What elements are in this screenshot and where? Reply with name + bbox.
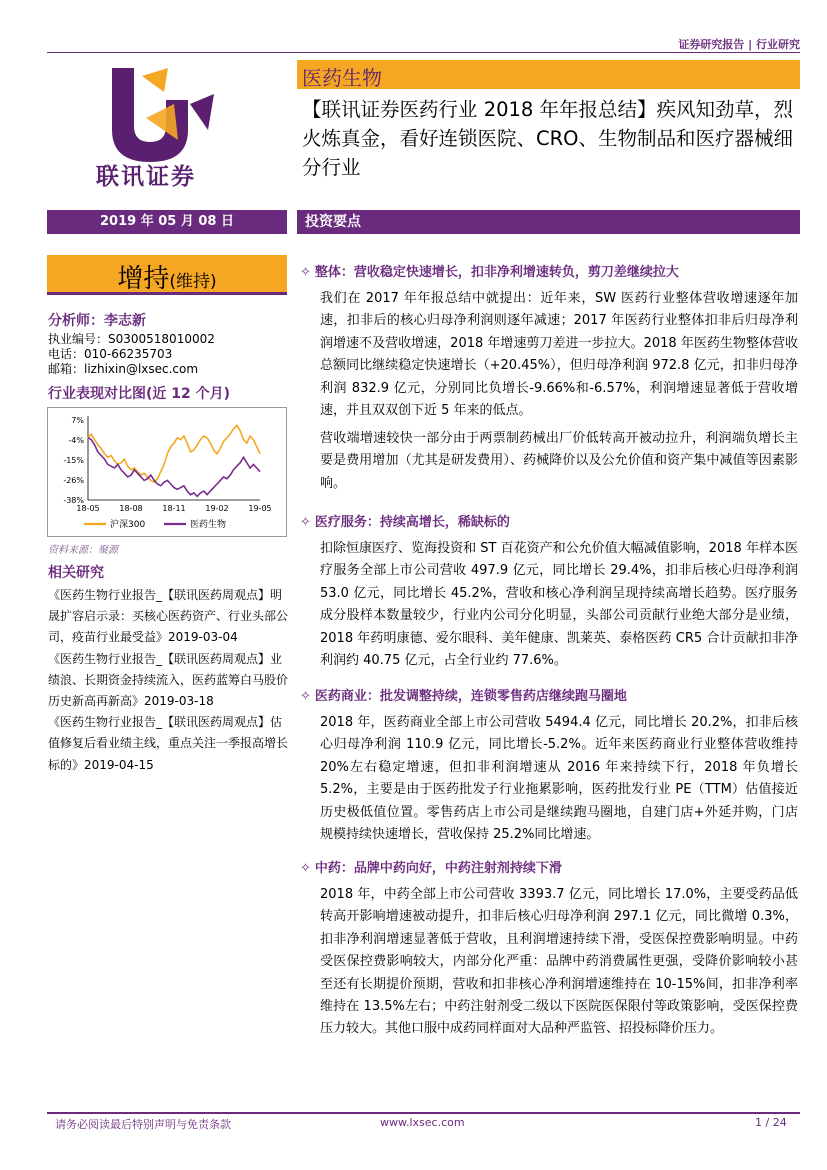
legend-label: 沪深300 (110, 520, 146, 530)
paragraph: 扣除恒康医疗、览海投资和 ST 百花资产和公允价值大幅减值影响，2018 年样本医疗服务全部上市公司营收 497.9 亿元，同比增长 29.4%，扣非后核心归母净利润 53.0 亿元，同比增长 45.2%，营收和核心净利润呈现持续高增长趋势。医疗服务成分股样本数量较少，行业内公司分化明显，头部公司贡献行业绝大部分是业绩，2018 年药明康德、爱尔眼科、美年健康、凯莱英、泰格医药 CR5 合计贡献扣非净利润约 40.75 亿元，占全行业约 77.6%。 (320, 541, 798, 669)
analyst-phone: 电话：010-66235703 (48, 347, 173, 361)
analyst-cert: 执业编号：S0300518010002 (48, 332, 215, 346)
report-date: 2019 年 05 月 08 日 (47, 210, 287, 234)
series-line-0 (88, 425, 260, 482)
rating-sub: (维持) (169, 272, 217, 292)
y-tick-label: -26% (63, 476, 84, 485)
paragraph: 营收端增速较快一部分由于两票制药械出厂价低转高开被动拉升，利润端负增长主要是费用增加（尤其是研发费用）、药械降价以及公允价值和资产集中减值等因素影响。 (320, 431, 798, 491)
x-tick-label: 18-05 (76, 504, 100, 513)
y-tick-label: -4% (68, 436, 84, 445)
svg-text:联讯证券: 联讯证券 (96, 164, 196, 190)
y-tick-label: -15% (63, 456, 84, 465)
analyst-email: 邮箱：lizhixin@lxsec.com (48, 362, 199, 376)
research-item[interactable]: 《医药生物行业报告_【联讯医药周观点】明晟扩容启示录：买核心医药资产、行业头部公司，疫苗行业最受益》2019-03-04 (48, 588, 289, 645)
paragraph: 我们在 2017 年年报总结中就提出：近年来，SW 医药行业整体营收增速逐年加速，扣非后的核心归母净利润则逐年减速；2017 年医药行业整体扣非后归母净利润增速不及营收增速，2018 年增速剪刀差进一步拉大。2018 年医药生物整体营收总额同比继续稳定快速增长（+20.45%），但归母净利润 972.8 亿元，扣非归母净利润 832.9 亿元，分别同比负增长-9.66%和-6.57%，利润增速显著低于营收增速，并且双双创下近 5 年来的低点。 (320, 291, 798, 419)
x-tick-label: 18-08 (119, 504, 143, 513)
rating-main: 增持 (117, 264, 170, 294)
x-tick-label: 18-11 (162, 504, 186, 513)
diamond-icon: ✧ (300, 265, 311, 280)
analyst-name: 分析师：李志新 (48, 313, 146, 329)
diamond-icon: ✧ (300, 861, 311, 876)
section-heading (300, 857, 562, 876)
legend-label: 医药生物 (190, 520, 227, 530)
company-logo (50, 60, 290, 190)
series-line-1 (88, 438, 260, 497)
research-item[interactable]: 《医药生物行业报告_【联讯医药周观点】业绩浪、长期资金持续流入，医药蓝筹白马股价历史新高再新高》2019-03-18 (48, 651, 289, 709)
section-heading (300, 511, 510, 530)
report-title: 【联讯证券医药行业 2018 年年报总结】疾风知劲草，烈火炼真金，看好连锁医院、CRO、生物制品和医疗器械细分行业 (302, 98, 794, 179)
chart-source: 资料来源：聚源 (48, 545, 118, 556)
section-heading-text: 医药商业：批发调整持续，连锁零售药店继续跑马圈地 (314, 689, 627, 704)
disclaimer-link[interactable]: 请务必阅读最后特别声明与免责条款 (55, 1118, 231, 1131)
report-type-label: 证券研究报告 | 行业研究 (678, 38, 800, 51)
section-title: 投资要点 (297, 210, 800, 234)
footer-divider (47, 1112, 800, 1114)
website-link[interactable]: www.lxsec.com (380, 1116, 465, 1129)
diamond-icon: ✧ (300, 515, 311, 530)
x-tick-label: 19-02 (205, 504, 229, 513)
y-tick-label: -38% (63, 496, 84, 505)
x-tick-label: 19-05 (248, 504, 272, 513)
section-heading (300, 685, 627, 704)
section-heading (300, 261, 679, 280)
header-divider (47, 52, 800, 53)
section-heading-text: 医疗服务：持续高增长，稀缺标的 (314, 515, 510, 530)
page-number: 1 / 24 (755, 1116, 787, 1129)
logo-graphic (50, 60, 290, 190)
research-list (48, 585, 288, 776)
chart-title: 行业表现对比图(近 12 个月) (48, 386, 231, 402)
rating (47, 258, 287, 295)
paragraph: 2018 年，中药全部上市公司营收 3393.7 亿元，同比增长 17.0%，主要受药品低转高开影响增速被动提升，扣非后核心归母净利润 297.1 亿元，同比微增 0.3%，扣非净利润增速显著低于营收，且利润增速持续下滑，受医保控费影响明显。中药受医保控费影响较大，内部分化严重：品牌中药消费属性更强，受降价影响较小甚至还有长期提价预期，营收和扣非核心净利润增速维持在 10-15%间，扣非净利率维持在 13.5%左右；中药注射剂受二级以下医院医保限付等政策影响，受医保控费压力较大。其他口服中成药同样面对大品种严监管、招投标降价压力。 (320, 887, 798, 1037)
performance-chart (47, 407, 287, 537)
y-tick-label: 7% (71, 416, 84, 425)
research-item[interactable]: 《医药生物行业报告_【联讯医药周观点】估值修复后看业绩主线，重点关注一季报高增长标的》2019-04-15 (48, 715, 289, 772)
paragraph: 2018 年，医药商业全部上市公司营收 5494.4 亿元，同比增长 20.2%，扣非后核心归母净利润 110.9 亿元，同比增长-5.2%。近年来医药商业行业整体营收维持 20%左右稳定增速，但扣非利润增速从 2016 年来持续下行，2018 年负增长 5.2%，主要是由于医药批发子行业拖累影响，医药批发行业 PE（TTM）估值接近历史极低值位置。零售药店上市公司是继续跑马圈地，自建门店+外延并购，门店规模持续快速增长，营收保持 25.2%同比增速。 (320, 715, 798, 843)
industry-name: 医药生物 (302, 66, 382, 90)
diamond-icon: ✧ (300, 689, 311, 704)
section-heading-text: 整体：营收稳定快速增长，扣非净利增速转负，剪刀差继续拉大 (314, 265, 679, 280)
section-heading-text: 中药：品牌中药向好，中药注射剂持续下滑 (314, 861, 562, 876)
research-title: 相关研究 (48, 565, 104, 581)
chart-svg (48, 408, 286, 536)
